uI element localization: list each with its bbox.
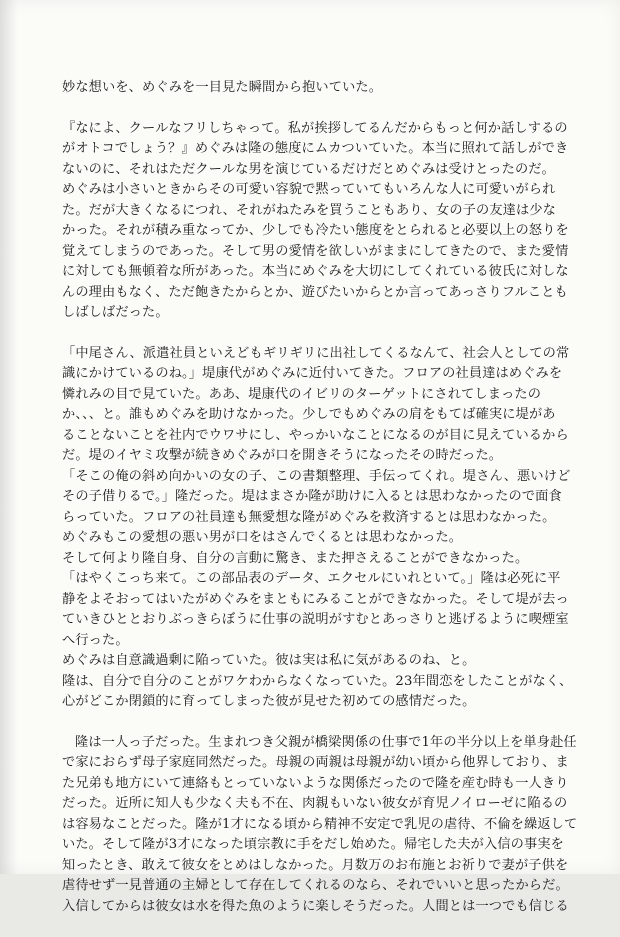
text-line: がオトコでしょう？』めぐみは隆の態度にムカついていた。本当に照れて話しができ xyxy=(62,141,569,156)
paragraph xyxy=(62,344,572,713)
text-line: 「そこの俺の斜め向かいの女の子、この書類整理、手伝ってくれ。堤さん、悪いけど xyxy=(62,468,571,484)
text-line: めぐみもこの愛想の悪い男が口をはさんでくるとは思わなかった。 xyxy=(62,530,463,545)
text-line: 「中尾さん、派遣社員といえどもギリギリに出社してくるなんて、社会人としての常 xyxy=(62,345,570,361)
text-line: た兄弟も地方にいて連絡もとっていないような関係だったので隆を産む時も一人きり xyxy=(62,775,569,791)
text-line: めぐみは自意識過剰に陥っていた。彼は実は私に気があるのね、と。 xyxy=(62,653,476,668)
text-line: た。だが大きくなるにつれ、それがねたみを買うこともあり、女の子の友達は少な xyxy=(62,202,557,218)
text-line: に対しても無頓着な所があった。本当にめぐみを大切にしてくれている彼氏に対しな xyxy=(62,264,569,279)
text-line: ることないことを社内でウワサにし、やっかいなことになるのが目に見えているから xyxy=(62,427,569,443)
text-line: そして何より隆自身、自分の言動に驚き、また押さえることができなかった。 xyxy=(62,550,529,566)
text-line: へ行った。 xyxy=(62,632,129,648)
text-line: か、、、と。誰もめぐみを助けなかった。少しでもめぐみの肩をもてば確実に堤があ xyxy=(62,407,556,422)
paragraph xyxy=(62,119,572,324)
text-line: だった。近所に知人も少なく夫も不在、肉親もいない彼女が育児ノイローゼに陥るの xyxy=(62,796,568,811)
paragraph xyxy=(62,78,572,99)
text-line: 隆は、自分で自分のことがワケわからなくなっていた。23年間恋をしたことがなく、 xyxy=(62,673,573,689)
text-line: だ。堤のイヤミ攻撃が続きめぐみが口を開きそうになったその時だった。 xyxy=(62,448,503,463)
text-line: 妙な想いを、めぐみを一目見た瞬間から抱いていた。 xyxy=(62,80,383,95)
text-line: 『なによ、クールなフリしちゃって。私が挨拶してるんだからもっと何か話しするの xyxy=(62,120,568,136)
text-line: 「はやくこっち来て。この部品表のデータ、エクセルにいれといて。」隆は必死に平 xyxy=(62,571,561,586)
text-line: かった。それが積み重なってか、少しでも冷たい態度をとられると必要以上の怒りを xyxy=(62,223,569,238)
text-line: んの理由もなく、ただ飽きたからとか、遊びたいからとか言ってあっさりフルことも xyxy=(62,284,568,300)
paragraph xyxy=(62,733,578,918)
text-line: 覚えてしまうのであった。そして男の愛情を欲しいがままにしてきたので、また愛情 xyxy=(62,243,569,259)
text-line: ていきひととおりぶっきらぼうに仕事の説明がすむとあっさりと逃げるように喫煙室 xyxy=(62,612,569,627)
text-line: 知ったとき、敢えて彼女をとめはしなかった。月数万のお布施とお祈りで妻が子供を xyxy=(62,857,569,873)
text-line: しばしばだった。 xyxy=(62,305,169,320)
text-line: は容易なことだった。隆が1才になる頃から精神不安定で乳児の虐待、不倫を繰返して xyxy=(62,816,578,832)
novel-body-text xyxy=(62,78,578,937)
text-line: で家におらず母子家庭同然だった。母親の両親は母親が幼い頃から他界しており、ま xyxy=(62,755,569,770)
page-edge-shadow xyxy=(0,0,18,874)
text-line: その子借りるで。」隆だった。堤はまさか隆が助けに入るとは思わなかったので面食 xyxy=(62,489,562,504)
text-line: 心がどこか閉鎖的に育ってしまった彼が見せた初めての感情だった。 xyxy=(62,694,476,709)
text-line: ないのに、それはただクールな男を演じているだけだとめぐみは受けとったのだ。 xyxy=(62,161,555,177)
text-line: いた。そして隆が3才になった頃宗教に手をだし始めた。帰宅した夫が入信の事実を xyxy=(62,837,565,852)
text-line: 虐待せず一見普通の主婦として存在してくれるのなら、それでいいと思ったからだ。 xyxy=(62,878,569,893)
text-line: らっていた。フロアの社員達も無愛想な隆がめぐみを救済するとは思わなかった。 xyxy=(62,509,556,525)
text-line: 静をよそおってはいたがめぐみをまともにみることができなかった。そして堤が去っ xyxy=(62,591,569,607)
text-line: 入信してからは彼女は水を得た魚のように楽しそうだった。人間とは一つでも信じる xyxy=(62,898,569,914)
text-line: 識にかけているのね。」堤康代がめぐみに近付いてきた。フロアの社員達はめぐみを xyxy=(62,366,563,381)
text-line: めぐみは小さいときからその可愛い容貌で黙っていてもいろんな人に可愛いがられ xyxy=(62,182,556,197)
text-line: 隆は一人っ子だった。生まれつき父親が橋梁関係の仕事で1年の半分以上を単身赴任 xyxy=(75,734,577,750)
text-line: 憐れみの目で見ていた。ああ、堤康代のイビリのターゲットにされてしまったの xyxy=(62,386,542,402)
